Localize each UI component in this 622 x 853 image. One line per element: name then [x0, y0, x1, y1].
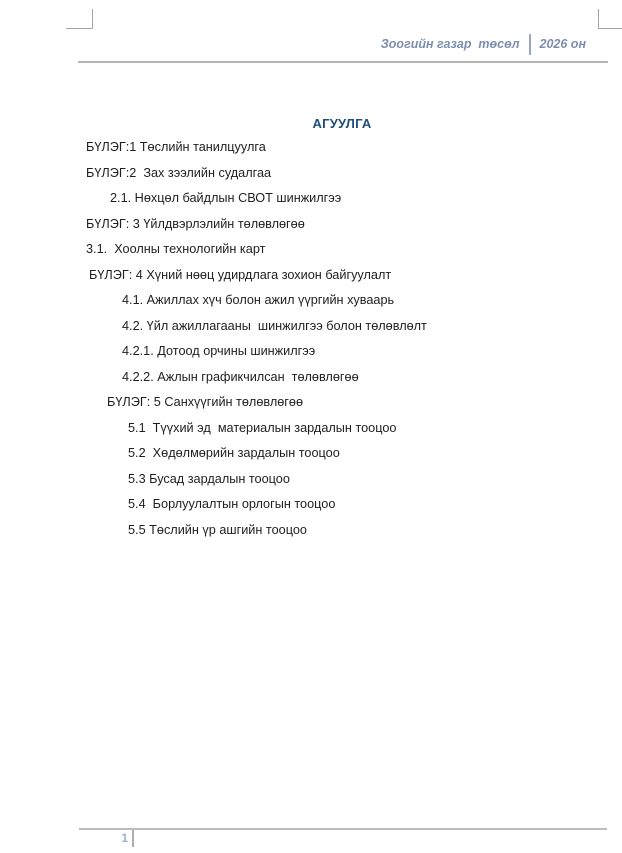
- toc-item: БҮЛЭГ: 5 Санхүүгийн төлөвлөгөө: [107, 395, 304, 409]
- crop-mark-top-left-icon: [66, 9, 93, 29]
- header-year-label: 2026 он: [539, 37, 586, 51]
- toc-item: 3.1. Хоолны технологийн карт: [86, 242, 266, 256]
- toc-item: БҮЛЭГ:2 Зах зээлийн судалгаа: [86, 165, 272, 180]
- toc-item: БҮЛЭГ: 3 Үйлдвэрлэлийн төлөвлөгөө: [86, 216, 305, 231]
- toc-list: [86, 135, 598, 543]
- toc-item: 4.1. Ажиллах хүч болон ажил үүргийн хуваарь: [122, 293, 395, 307]
- page-number: 1: [121, 831, 128, 845]
- toc-item: 4.2.1. Дотоод орчины шинжилгээ: [122, 344, 316, 358]
- page-number-bar: [132, 830, 134, 847]
- toc-item: 2.1. Нөхцөл байдлын СВОТ шинжилгээ: [110, 191, 342, 205]
- toc-item: 5.2 Хөдөлмөрийн зардалын тооцоо: [128, 446, 340, 460]
- toc-item: 5.3 Бусад зардалын тооцоо: [128, 471, 290, 486]
- header-project-label: Зоогийн газар төсөл: [380, 37, 520, 51]
- header-separator: [529, 34, 531, 55]
- page-header: [381, 33, 586, 55]
- toc-item: 4.2. Үйл ажиллагааны шинжилгээ болон төлөвлөлт: [122, 318, 427, 333]
- crop-mark-top-right-icon: [598, 9, 622, 29]
- toc-item: БҮЛЭГ: 4 Хүний нөөц удирдлага зохион байгуулалт: [89, 267, 392, 282]
- toc-item: 5.5 Төслийн үр ашгийн тооцоо: [128, 522, 307, 537]
- header-rule: [78, 61, 608, 63]
- toc-item: БҮЛЭГ:1 Төслийн танилцуулга: [86, 140, 266, 154]
- toc-item: 4.2.2. Ажлын графикчилсан төлөвлөгөө: [122, 369, 359, 384]
- toc-item: 5.1 Түүхий эд материалын зардалын тооцоо: [128, 420, 397, 435]
- footer-rule: [79, 828, 607, 830]
- toc-item: 5.4 Борлуулалтын орлогын тооцоо: [128, 497, 336, 511]
- document-title: АГУУЛГА: [312, 116, 372, 131]
